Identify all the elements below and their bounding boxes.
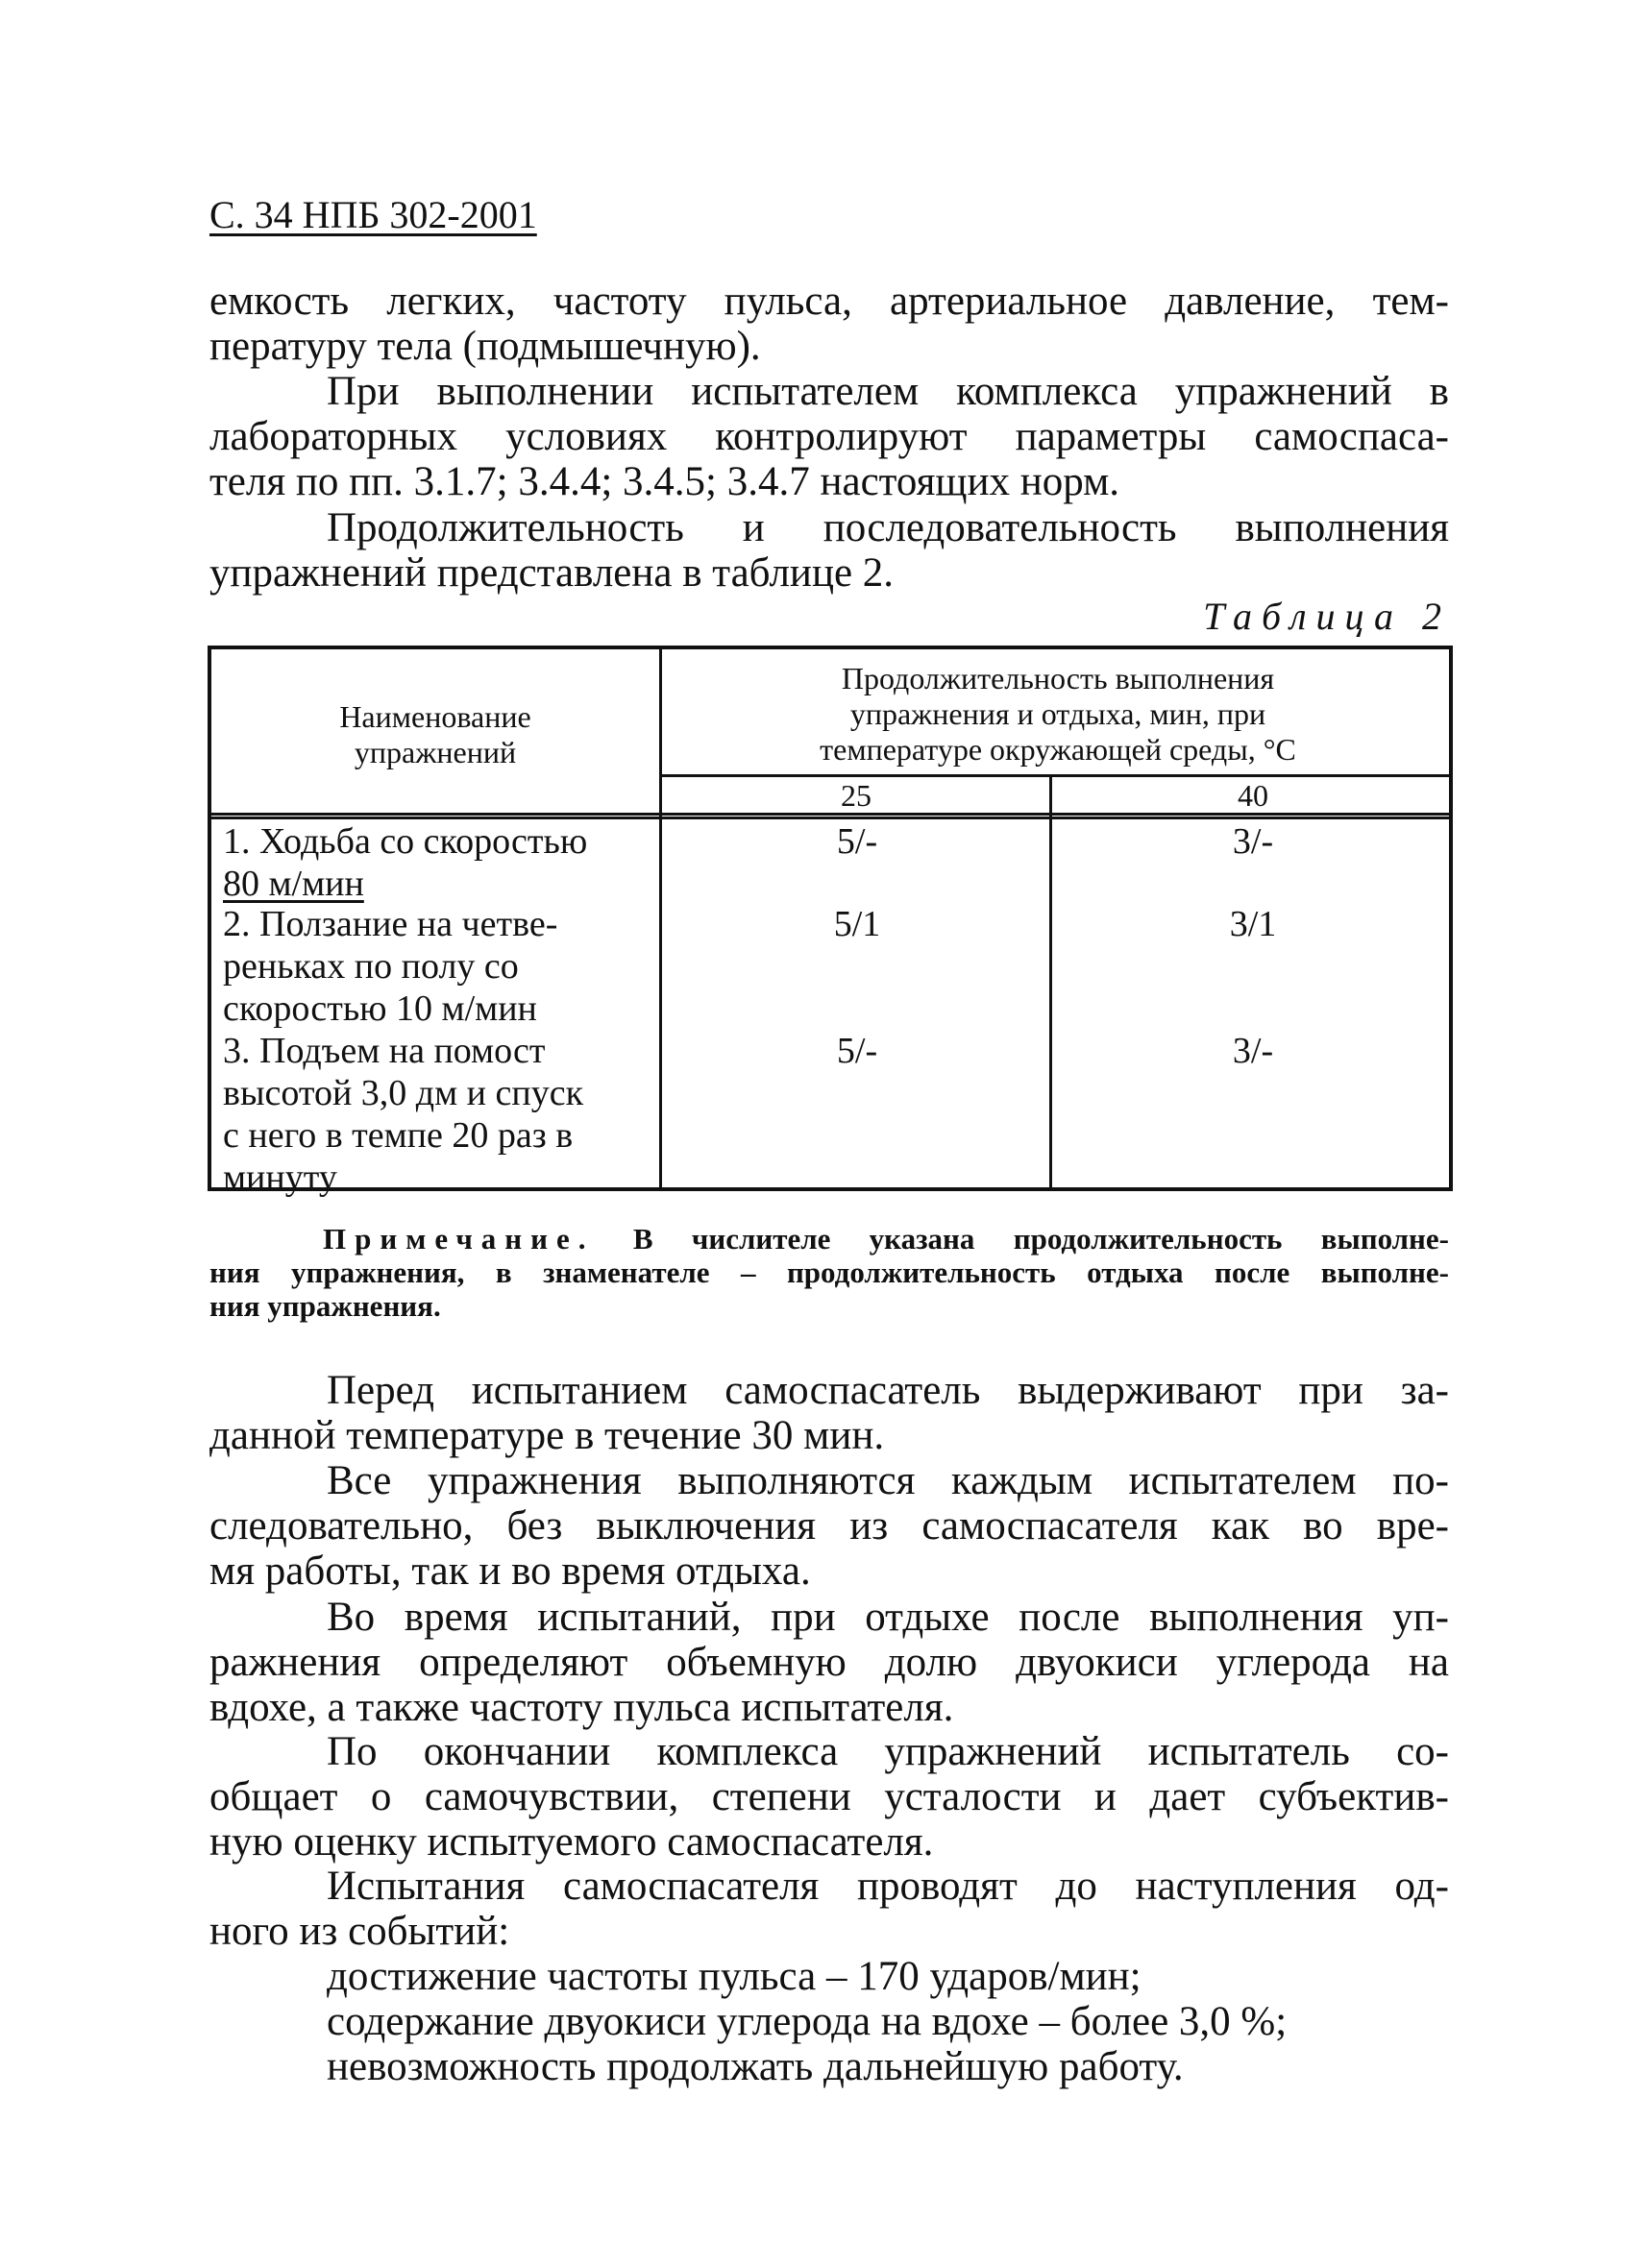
table-note-cont [209, 1256, 1449, 1323]
table-note [323, 1222, 1449, 1256]
paragraph-4 [209, 1368, 1449, 1458]
note-line [323, 1222, 1449, 1256]
table-row-3-value-25: 5/- [836, 1031, 878, 1071]
text-line: данной температуре в течение 30 мин. [209, 1413, 885, 1458]
list-item: достижение частоты пульса – 170 ударов/мин; [327, 1954, 1142, 1999]
text-line: ражнения определяют объемную долю двуокиси углерода на [209, 1640, 1449, 1685]
text-line: теля по пп. 3.1.7; 3.4.4; 3.4.5; 3.4.7 настоящих норм. [209, 459, 1120, 504]
page-header: С. 34 НПБ 302-2001 [209, 193, 537, 236]
text-line: Продолжительность и последовательность выполнения [327, 505, 1449, 550]
table-row-2-value-25: 5/1 [833, 904, 881, 944]
paragraph-6 [209, 1595, 1449, 1730]
note-line: ния упражнения, в знаменателе – продолжительность отдыха после выполне- [209, 1256, 1449, 1289]
row-line: 80 м/мин [223, 864, 364, 904]
table-caption: Таблица 2 [1203, 595, 1451, 638]
text-line: лабораторных условиях контролируют параметры самоспаса- [209, 414, 1449, 459]
temp-header-40: 40 [1238, 778, 1268, 813]
exercise-table [208, 646, 1453, 1198]
table-divider [211, 817, 1453, 819]
table-row-3-name [223, 1030, 583, 1199]
text-line: ного из событий: [209, 1909, 510, 1954]
header-line: Наименование [339, 699, 531, 734]
table-row-1-value-40: 3/- [1232, 821, 1274, 862]
row-line: 2. Ползание на четве- [223, 904, 558, 944]
text-line: мя работы, так и во время отдыха. [209, 1549, 811, 1594]
note-text: В числителе указана продолжительность выполне- [594, 1222, 1449, 1256]
text-line: При выполнении испытателем комплекса упражнений в [327, 369, 1449, 414]
text-line: Во время испытаний, при отдыхе после выполнения уп- [327, 1595, 1449, 1640]
paragraph-2 [209, 369, 1449, 504]
header-line: Продолжительность выполнения [841, 661, 1275, 695]
row-line: реньках по полу со [223, 946, 519, 987]
conditions-list [327, 1954, 1287, 2089]
text-line: общает о самочувствии, степени усталости и дает субъектив- [209, 1774, 1449, 1819]
text-line: пературу тела (подмышечную). [209, 324, 761, 369]
row-line: скоростью 10 м/мин [223, 988, 537, 1029]
paragraph-8 [209, 1864, 1449, 1954]
table-divider [659, 649, 662, 1187]
text-line: емкость легких, частоту пульса, артериальное давление, тем- [209, 279, 1449, 324]
paragraph-3 [209, 505, 1449, 596]
column-header-exercise [211, 699, 659, 770]
row-line: 3. Подъем на помост [223, 1031, 546, 1071]
header-line: упражнений [354, 735, 517, 769]
table-row-2-name [223, 903, 557, 1030]
text-line: Перед испытанием самоспасатель выдерживают при за- [327, 1368, 1449, 1413]
table-divider [659, 774, 1453, 777]
table-row-2-value-40: 3/1 [1229, 904, 1277, 944]
header-line: упражнения и отдыха, мин, при [849, 696, 1266, 731]
header-line: температуре окружающей среды, °С [820, 732, 1296, 767]
note-line: ния упражнения. [209, 1289, 441, 1323]
table-divider [1049, 776, 1052, 1187]
temp-header-25: 25 [841, 778, 872, 813]
table-row-1-name [223, 820, 587, 905]
text-line: Испытания самоспасателя проводят до наступления од- [327, 1864, 1449, 1909]
text-line: упражнений представлена в таблице 2. [209, 550, 895, 596]
list-item: содержание двуокиси углерода на вдохе – более 3,0 %; [327, 1999, 1288, 2044]
text-line: Все упражнения выполняются каждым испытателем по- [327, 1458, 1449, 1503]
table-row-3-value-40: 3/- [1232, 1031, 1274, 1071]
text-line: следовательно, без выключения из самоспасателя как во вре- [209, 1503, 1449, 1549]
text-line: ную оценку испытуемого самоспасателя. [209, 1819, 934, 1865]
row-line: минуту [223, 1158, 337, 1198]
table-row-1-value-25: 5/- [836, 821, 878, 862]
list-item: невозможность продолжать дальнейшую работу. [327, 2044, 1184, 2089]
row-line: высотой 3,0 дм и спуск [223, 1073, 584, 1113]
row-line: с него в темпе 20 раз в [223, 1115, 574, 1156]
text-line: По окончании комплекса упражнений испытатель со- [327, 1729, 1449, 1774]
row-line: 1. Ходьба со скоростью [223, 821, 588, 862]
column-header-duration [663, 661, 1453, 768]
note-heading: Примечание. [323, 1222, 595, 1256]
paragraph-1 [209, 279, 1449, 369]
text-line: вдохе, а также частоту пульса испытателя. [209, 1685, 954, 1730]
paragraph-5 [209, 1458, 1449, 1594]
paragraph-7 [209, 1729, 1449, 1865]
